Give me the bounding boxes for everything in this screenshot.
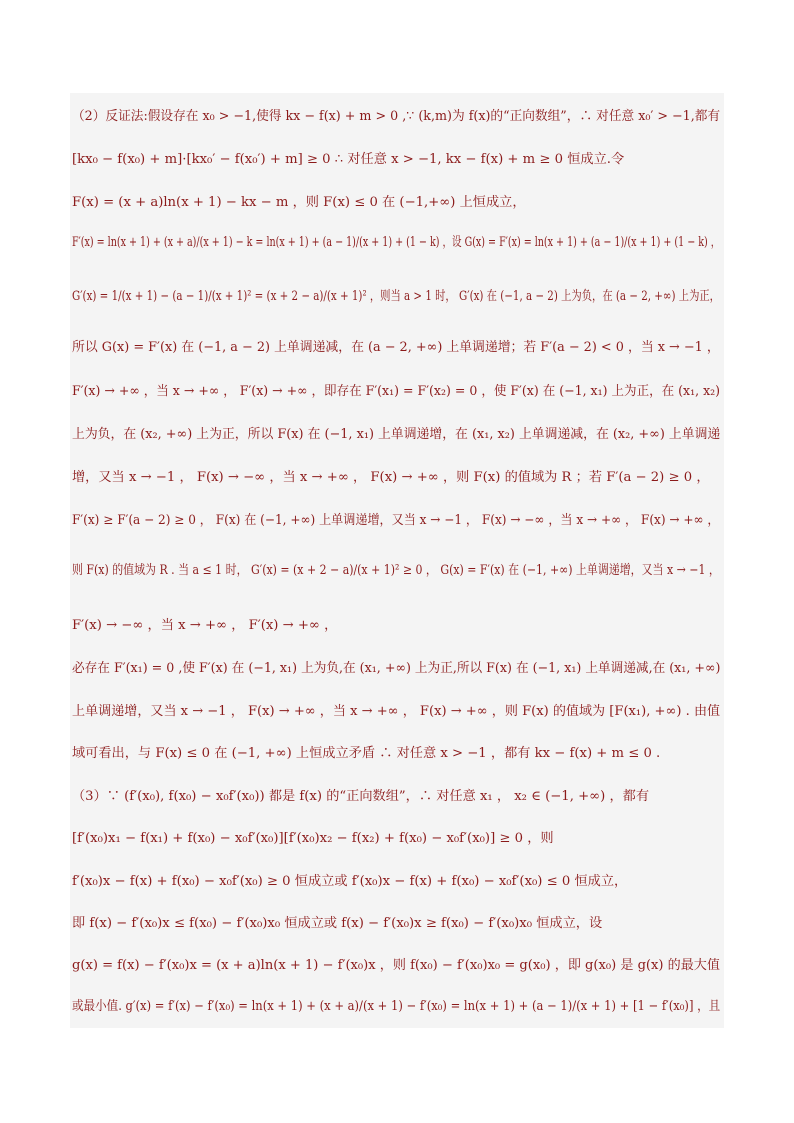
text-line: 或最小值. g′(x) = f′(x) − f′(x₀) = ln(x + 1) + (x + a)/(x + 1) − f′(x₀) = ln(x + 1) + (a − 1)/(x + 1) + [1 − f′(x₀)] ，且 [72, 999, 721, 1014]
text-line: f′(x₀)x − f(x) + f(x₀) − x₀f′(x₀) ≥ 0 恒成立或 f′(x₀)x − f(x) + f(x₀) − x₀f′(x₀) ≤ 0 恒成立， [72, 874, 628, 889]
text-line: 必存在 F′(x₁) = 0 ,使 F′(x) 在 (−1, x₁) 上为负,在 (x₁, +∞) 上为正,所以 F(x) 在 (−1, x₁) 上单调递减,在 (x₁, +∞) [72, 661, 721, 676]
text-line: 增，又当 x → −1 ， F(x) → −∞ ，当 x → +∞ ， F(x) → +∞ ，则 F(x) 的值域为 R ；若 F′(a − 2) ≥ 0 ， [72, 470, 710, 485]
text-line: （2）反证法:假设存在 x₀ > −1,使得 kx − f(x) + m > 0 ,∵ (k,m)为 f(x)的“正向数组”，∴ 对任意 x₀′ > −1,都有 [72, 109, 721, 124]
text-line: 上为负，在 (x₂, +∞) 上为正，所以 F(x) 在 (−1, x₁) 上单调递增，在 (x₁, x₂) 上单调递减，在 (x₂, +∞) 上单调递 [72, 427, 721, 442]
text-line: F′(x) ≥ F′(a − 2) ≥ 0 ， F(x) 在 (−1, +∞) 上单调递增，又当 x → −1 ， F(x) → −∞ ，当 x → +∞ ， F(x) → +∞ ， [72, 513, 720, 528]
text-line: （3）∵ (f′(x₀), f(x₀) − x₀f′(x₀)) 都是 f(x) 的“正向数组”，∴ 对任意 x₁ ， x₂ ∈ (−1, +∞) ，都有 [72, 789, 650, 804]
text-line: 域可看出，与 F(x) ≤ 0 在 (−1, +∞) 上恒成立矛盾 ∴ 对任意 x > −1 ，都有 kx − f(x) + m ≤ 0 . [72, 746, 661, 761]
text-line: F(x) = (x + a)ln(x + 1) − kx − m ，则 F(x) ≤ 0 在 (−1,+∞) 上恒成立， [72, 195, 526, 210]
text-line: 则 F(x) 的值域为 R . 当 a ≤ 1 时， G′(x) = (x + 2 − a)/(x + 1)² ≥ 0 ， G(x) = F′(x) 在 (−1, +∞) 上单调递增，又当 x → −1 ， [72, 563, 720, 578]
text-line: F′(x) = ln(x + 1) + (x + a)/(x + 1) − k = ln(x + 1) + (a − 1)/(x + 1) + (1 − k) ，设 G(x) = F′(x) = ln(x + 1) + (a − 1)/(x + 1) + (1 − k) ， [72, 235, 721, 250]
text-line: [kx₀ − f(x₀) + m]·[kx₀′ − f(x₀′) + m] ≥ 0 ∴ 对任意 x > −1, kx − f(x) + m ≥ 0 恒成立.令 [72, 152, 625, 167]
text-line: F′(x) → +∞ ，当 x → +∞ ， F′(x) → +∞ ，即存在 F′(x₁) = F′(x₂) = 0 ，使 F′(x) 在 (−1, x₁) 上为正，在 (x₁, x₂) [72, 384, 721, 399]
text-line: [f′(x₀)x₁ − f(x₁) + f(x₀) − x₀f′(x₀)][f′(x₀)x₂ − f(x₂) + f(x₀) − x₀f′(x₀)] ≥ 0 ，则 [72, 831, 554, 846]
text-line: 即 f(x) − f′(x₀)x ≤ f(x₀) − f′(x₀)x₀ 恒成立或 f(x) − f′(x₀)x ≥ f(x₀) − f′(x₀)x₀ 恒成立，设 [72, 916, 603, 931]
text-line: G′(x) = 1/(x + 1) − (a − 1)/(x + 1)² = (x + 2 − a)/(x + 1)² ，则当 a > 1 时， G′(x) 在 (−1, a − 2) 上为负，在 (a − 2, +∞) 上为正， [72, 289, 720, 304]
text-line: 上单调递增，又当 x → −1 ， F(x) → +∞ ，当 x → +∞ ， F(x) → +∞ ，则 F(x) 的值域为 [F(x₁), +∞) . 由值 [72, 704, 721, 719]
text-line: g(x) = f(x) − f′(x₀)x = (x + a)ln(x + 1) − f′(x₀)x ，则 f(x₀) − f′(x₀)x₀ = g(x₀) ，即 g(x₀) 是 g(x) 的最大值 [72, 958, 720, 973]
text-line: 所以 G(x) = F′(x) 在 (−1, a − 2) 上单调递减，在 (a − 2, +∞) 上单调递增；若 F′(a − 2) < 0 ，当 x → −1 ， [72, 340, 720, 355]
text-line: F′(x) → −∞ ，当 x → +∞ ， F′(x) → +∞ ， [72, 618, 338, 633]
